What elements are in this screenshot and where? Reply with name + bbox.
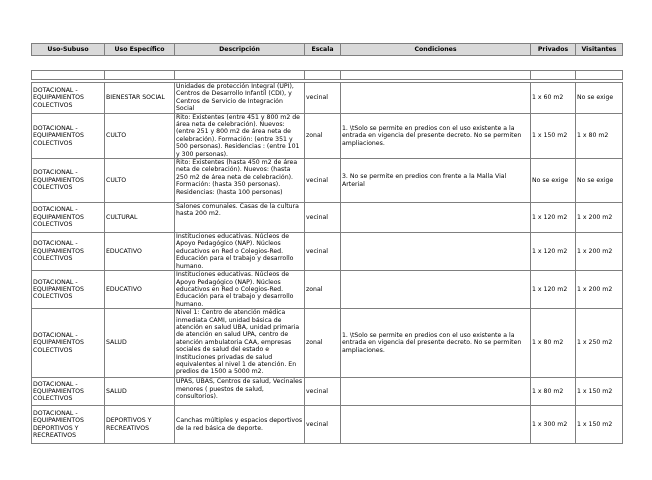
table-row	[32, 378, 623, 406]
condiciones-cell	[341, 378, 531, 406]
uso-subuso-cell: DOTACIONAL - EQUIPAMIENTOS COLECTIVOS	[32, 233, 105, 271]
condiciones-cell	[341, 271, 531, 309]
column-header-descripcion: Descripción	[175, 44, 305, 56]
escala-cell: zonal	[305, 309, 341, 378]
escala-cell: vecinal	[305, 159, 341, 203]
privados-cell: No se exige	[531, 159, 576, 203]
blank-cell	[305, 71, 341, 80]
table-row	[32, 83, 623, 114]
descripcion-cell: UPAS, UBAS, Centros de salud, Vecinales menores ( puestos de salud, consultorios).	[175, 378, 305, 406]
uso-subuso-cell: DOTACIONAL - EQUIPAMIENTOS COLECTIVOS	[32, 113, 105, 158]
uso-subuso-cell: DOTACIONAL - EQUIPAMIENTOS COLECTIVOS	[32, 203, 105, 233]
visitantes-cell: No se exige	[576, 83, 623, 114]
uso-subuso-cell: DOTACIONAL - EQUIPAMIENTOS COLECTIVOS	[32, 271, 105, 309]
escala-cell: vecinal	[305, 233, 341, 271]
visitantes-cell: No se exige	[576, 159, 623, 203]
uso-especifico-cell: EDUCATIVO	[105, 233, 175, 271]
visitantes-cell: 1 x 200 m2	[576, 271, 623, 309]
uso-subuso-cell: DOTACIONAL - EQUIPAMIENTOS DEPORTIVOS Y RECREATIVOS	[32, 406, 105, 444]
escala-cell: zonal	[305, 271, 341, 309]
usage-table	[31, 82, 623, 444]
table-row	[32, 406, 623, 444]
table-row	[32, 113, 623, 158]
descripcion-cell: Instituciones educativas. Núcleos de Apoyo Pedagógico (NAP). Núcleos educativos en Red o Colegios-Red. Educación para el trabajo y desarrollo humano.	[175, 271, 305, 309]
table-row	[32, 203, 623, 233]
condiciones-cell	[341, 83, 531, 114]
escala-cell: vecinal	[305, 406, 341, 444]
uso-especifico-cell: CULTO	[105, 113, 175, 158]
table-row	[32, 271, 623, 309]
table-header	[31, 43, 623, 56]
table-row	[32, 309, 623, 378]
descripcion-cell: Rito: Existentes (hasta 450 m2 de área neta de celebración). Nuevos: (hasta 250 m2 de área neta de celebración). Formación: (hasta 350 personas). Residencias: (hasta 100 personas)	[175, 159, 305, 203]
privados-cell: 1 x 120 m2	[531, 203, 576, 233]
condiciones-cell	[341, 406, 531, 444]
escala-cell: vecinal	[305, 378, 341, 406]
visitantes-cell: 1 x 250 m2	[576, 309, 623, 378]
table-row	[32, 233, 623, 271]
uso-especifico-cell: EDUCATIVO	[105, 271, 175, 309]
uso-especifico-cell: BIENESTAR SOCIAL	[105, 83, 175, 114]
privados-cell: 1 x 120 m2	[531, 271, 576, 309]
privados-cell: 1 x 120 m2	[531, 233, 576, 271]
blank-cell	[32, 71, 105, 80]
descripcion-cell: Salones comunales. Casas de la cultura hasta 200 m2.	[175, 203, 305, 233]
uso-subuso-cell: DOTACIONAL - EQUIPAMIENTOS COLECTIVOS	[32, 83, 105, 114]
condiciones-cell	[341, 203, 531, 233]
blank-cell	[576, 71, 623, 80]
column-header-privados: Privados	[531, 44, 576, 56]
descripcion-cell: Unidades de protección Integral (UPI), Centros de Desarrollo Infantil (CDI), y Centros de Servicio de Integración Social	[175, 83, 305, 114]
blank-cell	[341, 71, 531, 80]
visitantes-cell: 1 x 150 m2	[576, 378, 623, 406]
privados-cell: 1 x 300 m2	[531, 406, 576, 444]
blank-cell	[105, 71, 175, 80]
visitantes-cell: 1 x 150 m2	[576, 406, 623, 444]
condiciones-cell	[341, 233, 531, 271]
descripcion-cell: Instituciones educativas. Núcleos de Apoyo Pedagógico (NAP). Núcleos educativos en Red o Colegios-Red. Educación para el trabajo y desarrollo humano.	[175, 233, 305, 271]
uso-subuso-cell: DOTACIONAL - EQUIPAMIENTOS COLECTIVOS	[32, 309, 105, 378]
condiciones-cell: 1. \tSolo se permite en predios con el uso existente a la entrada en vigencia del presente decreto. No se permiten ampliaciones.	[341, 309, 531, 378]
privados-cell: 1 x 80 m2	[531, 378, 576, 406]
uso-especifico-cell: DEPORTIVOS Y RECREATIVOS	[105, 406, 175, 444]
blank-cell	[175, 71, 305, 80]
uso-especifico-cell: CULTO	[105, 159, 175, 203]
blank-cell	[531, 71, 576, 80]
uso-especifico-cell: CULTURAL	[105, 203, 175, 233]
escala-cell: zonal	[305, 113, 341, 158]
column-header-visitantes: Visitantes	[576, 44, 623, 56]
column-header-escala: Escala	[305, 44, 341, 56]
uso-subuso-cell: DOTACIONAL - EQUIPAMIENTOS COLECTIVOS	[32, 159, 105, 203]
uso-especifico-cell: SALUD	[105, 309, 175, 378]
privados-cell: 1 x 80 m2	[531, 309, 576, 378]
privados-cell: 1 x 150 m2	[531, 113, 576, 158]
condiciones-cell: 1. \tSolo se permite en predios con el uso existente a la entrada en vigencia del presente decreto. No se permiten ampliaciones.	[341, 113, 531, 158]
visitantes-cell: 1 x 80 m2	[576, 113, 623, 158]
condiciones-cell: 3. No se permite en predios con frente a la Malla Vial Arterial	[341, 159, 531, 203]
uso-especifico-cell: SALUD	[105, 378, 175, 406]
visitantes-cell: 1 x 200 m2	[576, 203, 623, 233]
uso-subuso-cell: DOTACIONAL - EQUIPAMIENTOS COLECTIVOS	[32, 378, 105, 406]
descripcion-cell: Nivel 1: Centro de atención médica inmediata CAMI, unidad básica de atención en salud UBA, unidad primaria de atención en salud UPA, centro de atención ambulatoria CAA, empresas sociales de salud del estado e Instituciones privadas de salud equivalentes al nivel 1 de atención. En predios de 1500 a 5000 m2.	[175, 309, 305, 378]
column-header-uso-subuso: Uso-Subuso	[32, 44, 105, 56]
descripcion-cell: Canchas múltiples y espacios deportivos de la red básica de deporte.	[175, 406, 305, 444]
column-header-condiciones: Condiciones	[341, 44, 531, 56]
blank-spacer-row	[31, 70, 623, 80]
privados-cell: 1 x 60 m2	[531, 83, 576, 114]
descripcion-cell: Rito: Existentes (entre 451 y 800 m2 de área neta de celebración). Nuevos: (entre 251 y 800 m2 de área neta de celebración). Formación: (entre 351 y 500 personas). Residencias : (entre 101 y 300 personas).	[175, 113, 305, 158]
escala-cell: vecinal	[305, 203, 341, 233]
column-header-uso-especifico: Uso Específico	[105, 44, 175, 56]
escala-cell: vecinal	[305, 83, 341, 114]
table-row	[32, 159, 623, 203]
visitantes-cell: 1 x 200 m2	[576, 233, 623, 271]
